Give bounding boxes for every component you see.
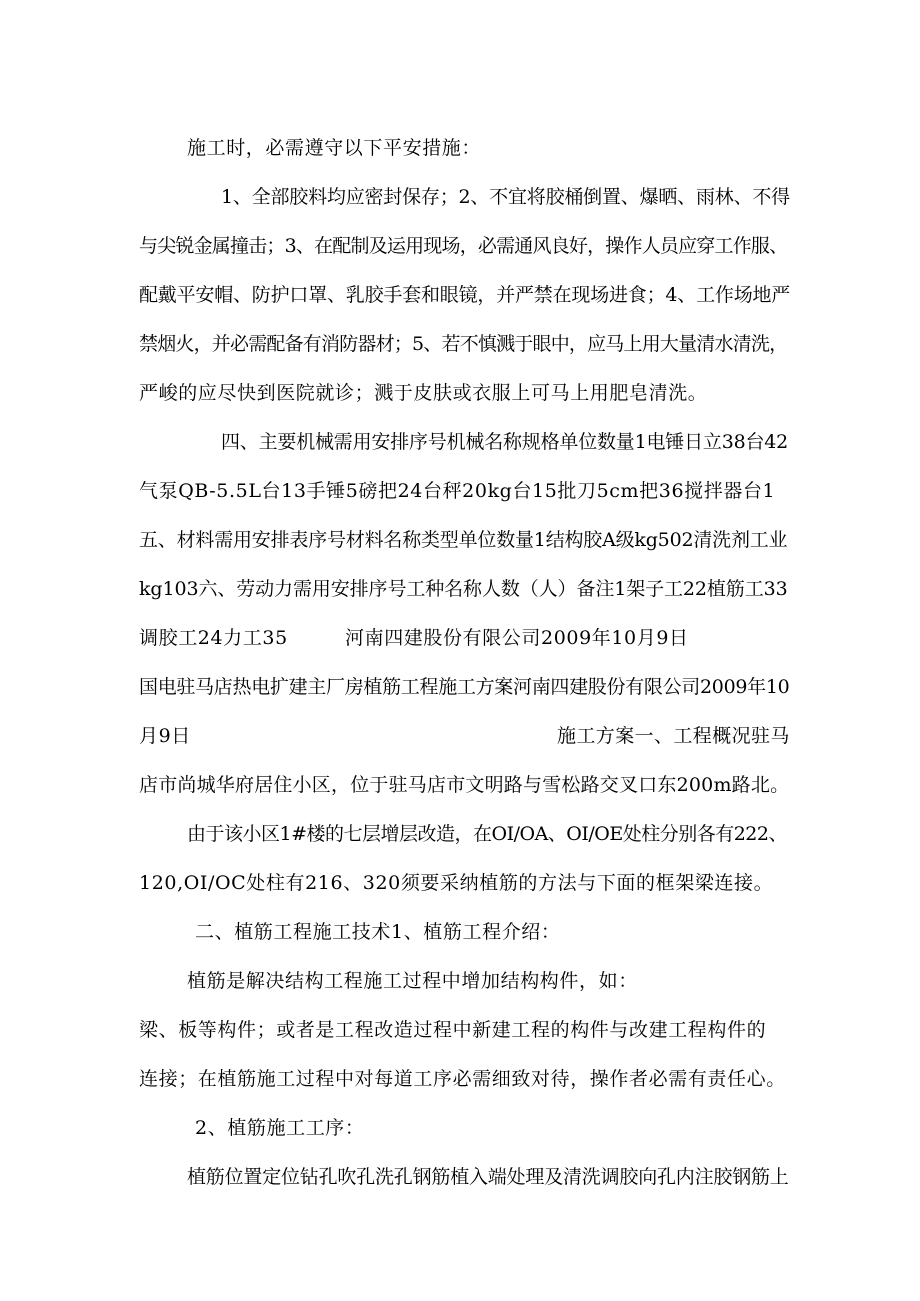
paragraph-line: 植筋位置定位钻孔吹孔洗孔钢筋植入端处理及清洗调胶向孔内注胶钢筋上 xyxy=(187,1166,789,1188)
paragraph-line: 五、材料需用安排表序号材料名称类型单位数量1结构胶A级kg502清洗剂工业 xyxy=(139,529,788,551)
section-heading-line: 施工方案一、工程概况驻马 xyxy=(557,725,790,747)
paragraph-line: 施工时，必需遵守以下平安措施： xyxy=(187,137,482,159)
paragraph-line: 调胶工24力工35 xyxy=(139,627,288,649)
paragraph-line: 气泵QB-5.5L台13手锤5磅把24台秤20kg台15批刀5cm把36搅拌器台1 xyxy=(139,480,776,502)
paragraph-line: kg103六、劳动力需用安排序号工种名称人数（人）备注1架子工22植筋工33 xyxy=(139,578,788,600)
section-heading-line: 二、植筋工程施工技术1、植筋工程介绍： xyxy=(195,921,561,943)
paragraph-line: 配戴平安帽、防护口罩、乳胶手套和眼镜，并严禁在现场进食；4、工作场地严 xyxy=(139,284,791,306)
paragraph-line: 店市尚城华府居住小区，位于驻马店市文明路与雪松路交叉口东200m路北。 xyxy=(139,774,790,796)
paragraph-line: 植筋是解决结构工程施工过程中增加结构构件，如： xyxy=(187,970,638,992)
paragraph-line: 禁烟火，并必需配备有消防器材；5、若不慎溅于眼中，应马上用大量清水清洗， xyxy=(139,333,788,355)
paragraph-line: 四、主要机械需用安排序号机械名称规格单位数量1电锤日立38台42 xyxy=(221,431,789,453)
paragraph-line: 与尖锐金属撞击；3、在配制及运用现场，必需通风良好，操作人员应穿工作服、 xyxy=(139,235,788,257)
paragraph-line: 严峻的应尽快到医院就诊；溅于皮肤或衣服上可马上用肥皂清洗。 xyxy=(139,382,708,404)
paragraph-line: 梁、板等构件；或者是工程改造过程中新建工程的构件与改建工程构件的 xyxy=(139,1019,767,1041)
company-date-line: 河南四建股份有限公司2009年10月9日 xyxy=(345,627,689,649)
paragraph-line: 1、全部胶料均应密封保存；2、不宜将胶桶倒置、爆晒、雨林、不得 xyxy=(221,186,790,208)
paragraph-line: 120,OI/OC处柱有216、320须要采纳植筋的方法与下面的框架梁连接。 xyxy=(139,872,774,894)
paragraph-line: 由于该小区1#楼的七层增层改造，在OI/OA、OI/OE处柱分别各有222、 xyxy=(187,823,787,845)
paragraph-line: 连接；在植筋施工过程中对每道工序必需细致对待，操作者必需有责任心。 xyxy=(139,1068,786,1090)
paragraph-line: 月9日 xyxy=(139,725,191,747)
section-heading-line: 2、植筋施工工序： xyxy=(195,1117,365,1139)
paragraph-line: 国电驻马店热电扩建主厂房植筋工程施工方案河南四建股份有限公司2009年10 xyxy=(139,676,790,698)
